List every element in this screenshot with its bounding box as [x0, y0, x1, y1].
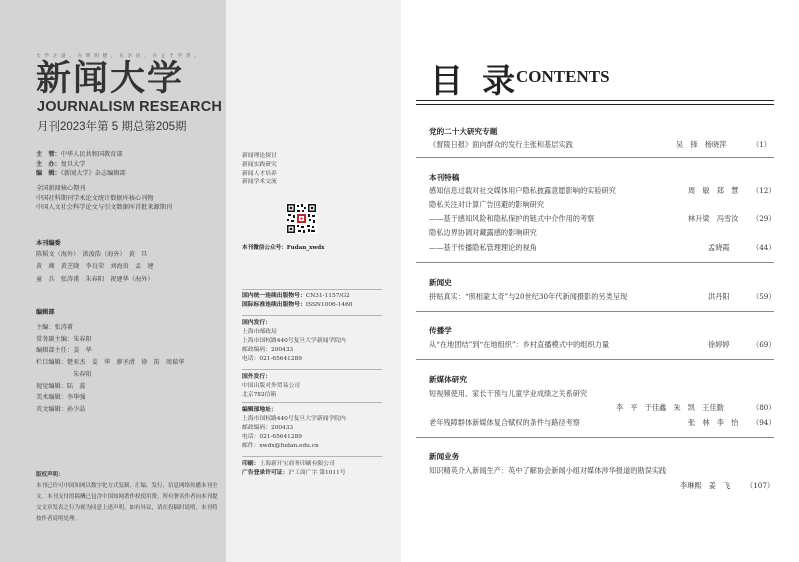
editor-row: 编 辑：《新闻大学》杂志编辑部: [36, 170, 126, 178]
toc-section-heading: 传播学: [429, 326, 452, 335]
toc-entry-authors: 孟晓霞: [708, 243, 730, 252]
editorial-board-members: 陈韬文（海外） 洪浚浩（海外） 黄 旦 黄 瑚 黄芝晓 李良荣 刘海贵 孟 建 童 兵 张涛甫 朱春阳 祝建华（海外）: [36, 251, 154, 283]
toc-entry-title[interactable]: 老年残障群体新媒体复合赋权的条件与路径考察: [429, 418, 580, 427]
toc-entry-subtitle[interactable]: ——基于感知风险和隐私保护的链式中介作用的考察: [429, 214, 595, 223]
toc-entry-subtitle[interactable]: ——基于传播隐私管理理论的视角: [429, 243, 537, 252]
supervisor-row: 主 管：中华人民共和国教育部: [36, 151, 123, 158]
staff-title: 编辑部: [36, 309, 55, 316]
toc-entry-authors: 张 林 李 怡: [688, 418, 739, 427]
divider: [242, 402, 382, 403]
toc-entry-title[interactable]: 短视频使用、家长干预与儿童学业成绩之关系研究: [429, 389, 588, 398]
toc-entry-authors: 徐婷婷: [708, 340, 730, 349]
toc-entry-title[interactable]: 拼贴真实：“照相蒙太奇”与20世纪30年代新闻摄影的另类呈现: [429, 292, 628, 301]
issn-info: 国内统一连续出版物号：CN31-1157/G2 国际标准连续出版物号：ISSN1006-1460: [242, 293, 353, 308]
toc-entry-title[interactable]: 《督陵日报》面向群众的发行主张和基层实践: [429, 140, 573, 149]
toc-section-heading: 新闻史: [429, 278, 452, 287]
issue-number: 月刊2023年第 5 期总第205期: [37, 121, 187, 133]
toc-entry-title[interactable]: 知识精英介入新闻生产：英中了解协会新闻小组对媒体涉华报道的勘误实践: [429, 466, 667, 475]
toc-section-heading: 新闻业务: [429, 452, 460, 461]
divider: [242, 289, 382, 290]
editorial-board-title: 本刊编委: [36, 240, 61, 247]
print-info: 印刷：上海新开宝商务印刷有限公司 广告登录许可证：沪工商广字 第1011号: [242, 461, 346, 476]
toc-entry-title[interactable]: 感知信息过载对社交媒体用户隐私披露意愿影响的实验研究: [429, 186, 616, 195]
staff-list: 主编：张涛甫 常务副主编：朱春阳 编辑部主任：姜 华 栏目编辑：楚亚杰 姜 华 廖圣清 徐 笛 周葆华 朱春阳 视觉编辑：陆 蕊 美术编辑：李华强 英文编辑：孙少晶: [36, 324, 185, 413]
toc-section-heading: 本刊特稿: [429, 173, 460, 182]
toc-entry-authors: 林升梁 冯雪汝: [688, 214, 739, 223]
divider: [242, 456, 382, 457]
toc-entry-page: （12）: [752, 186, 776, 195]
masthead-slogan: 大 学 之 道 ， 在 明 明 德 ， 在 亲 民 ， 在 止 于 至 善 。: [36, 54, 200, 59]
core-journal-lists: 全国新闻核心期刊 中国社科期刊学术论文统计数据库核心刊物 中国人文社会科学论文与引文数据库首批来源期刊: [36, 185, 173, 212]
toc-entry-page: （94）: [752, 418, 776, 427]
wechat-qr-code: [286, 203, 317, 234]
section-divider: [416, 311, 774, 312]
toc-section-heading: 党的二十大研究专题: [429, 127, 498, 136]
divider: [242, 369, 382, 370]
toc-entry-page: （44）: [752, 243, 776, 252]
toc-entry-page: （29）: [752, 214, 776, 223]
toc-entry-page: （69）: [752, 340, 776, 349]
toc-entry-authors: 李琳熙 姜 飞: [680, 481, 731, 490]
editorial-address: 编辑部地址： 上海市国权路440号复旦大学新闻学院内 邮政编码：200433 电话：021-65641289 邮件：xwdx@fudan.edu.cn: [242, 407, 346, 449]
contents-rule-sub: [416, 104, 774, 105]
toc-entry-page: （1）: [752, 140, 771, 149]
toc-entry-title[interactable]: 隐私边界协调对藏露感的影响研究: [429, 228, 537, 237]
toc-entry-authors: 周 敏 郑 慧: [688, 186, 739, 195]
domestic-distribution: 国内发行： 上海市邮政局 上海市国权路440号复旦大学新闻学院内 邮政编码：200433 电话：021-65641289: [242, 320, 346, 362]
toc-entry-page: （80）: [752, 403, 776, 412]
copyright-notice: 版权声明： 本刊已许可中国知网以数字化方式复制、汇编、发行、信息网络传播本刊全文。本刊支付的稿酬已包含中国知网著作权使用费，所有署名作者向本刊提交文章发表之行为视为同意上述声明。如有异议，请在投稿时说明，本刊将按作者说明处理。: [36, 472, 218, 522]
journal-title-en: JOURNALISM RESEARCH: [37, 99, 223, 115]
toc-entry-page: （107）: [746, 481, 775, 490]
toc-entry-title[interactable]: 隐私关注对计算广告回避的影响研究: [429, 200, 545, 209]
toc-entry-page: （59）: [752, 292, 776, 301]
journal-title: 新闻大学: [36, 59, 185, 99]
section-divider: [416, 359, 774, 360]
toc-section-heading: 新媒体研究: [429, 375, 467, 384]
toc-entry-title[interactable]: 从“在地团结”到“在地组织”：乡村直播模式中的组织力量: [429, 340, 610, 349]
divider: [242, 315, 382, 316]
section-divider: [416, 437, 774, 438]
contents-title-en: CONTENTS: [516, 67, 610, 86]
contents-rule-top: [416, 100, 774, 101]
contents-title: 目 录: [430, 62, 521, 99]
wechat-account: 本刊微信公众号：Fudan_xwdx: [242, 245, 325, 251]
sponsor-row: 主 办：复旦大学: [36, 160, 86, 168]
section-divider: [416, 157, 774, 158]
toc-entry-authors: 李 平 于佳鑫 朱 凯 王佳勤: [616, 403, 724, 412]
publisher-info: [36, 150, 126, 179]
section-divider: [416, 262, 774, 263]
overseas-distribution: 国外发行： 中国出版对外贸易公司 北京782信箱: [242, 374, 300, 398]
toc-entry-authors: 洪丹阳: [708, 292, 730, 301]
journal-columns: 新闻理论探讨 新闻实践研究 新闻人才培养 新闻学术交流: [242, 153, 277, 186]
toc-entry-authors: 吴 锋 杨晓萍: [676, 140, 727, 149]
